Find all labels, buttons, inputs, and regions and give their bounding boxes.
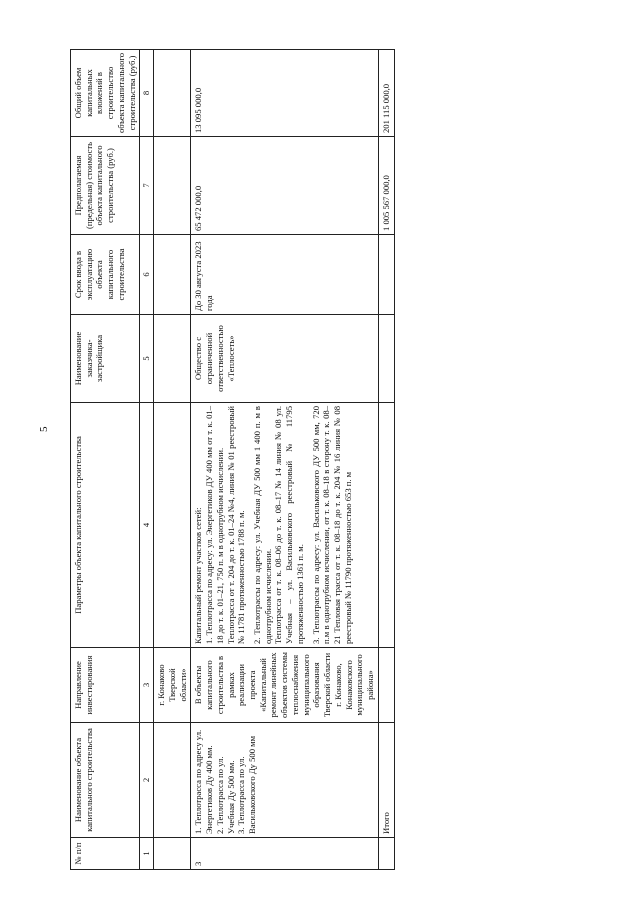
rotated-table-container — [70, 50, 575, 870]
header-cost: Предполагаемая (предельная) стоимость объекта капитального строительства (руб.) — [71, 137, 140, 235]
header-direction: Направление инвестирования — [71, 648, 140, 723]
total-row — [378, 50, 394, 870]
total-label: Итого — [378, 723, 394, 838]
header-row — [71, 50, 140, 870]
row-num: 3 — [191, 838, 378, 870]
total-cost: 1 005 567 000,0 — [378, 137, 394, 235]
location-row — [154, 50, 191, 870]
header-volume: Общий объем капитальных вложений в строительство объекта капитального строительства (руб.) — [71, 50, 140, 137]
header-deadline: Срок ввода в эксплуатацию объекта капитального строительства — [71, 235, 140, 315]
location-text: г. Конаково Тверской области» — [154, 648, 191, 723]
header-name: Наименование объекта капитального строительства — [71, 723, 140, 838]
header-customer: Наименование заказчика-застройщика — [71, 315, 140, 403]
page-number: 5 — [38, 426, 50, 432]
column-number-row — [140, 50, 154, 870]
column-number: 6 — [140, 235, 154, 315]
customer-name: Общество с ограниченной ответственностью «Теплосеть» — [191, 315, 378, 403]
object-name-cell: 1. Теплотрасса по адресу ул. Энергетиков Ду 400 мм. 2. Теплотрасса по ул. Учебная Ду 500 мм. 3. Теплотрасса по ул. Васильковского Ду 500 мм — [191, 723, 378, 838]
column-number: 7 — [140, 137, 154, 235]
deadline: До 30 августа 2023 года — [191, 235, 378, 315]
object-params-cell: Капитальный ремонт участков сетей: 1. Теплотрасса по адресу: ул. Энергетиков ДУ 400 мм от т. к. 01–18 до т. к. 01–21, 750 п. м в однотрубном исчислении. Теплотрасса от т. 204 до т. к. 01–24 №4, линия № 01 реестровый № 11781 протяженностью 1788 п. м. 2. Теплотрассы по адресу: ул. Учебная ДУ 500 мм 1 400 п. м в однотрубном исчислении. Теплотрасса от т. к. 08–06 до т. к. 08–17 № 14 линия № 08 ул. Учебная – ул. Васильковского реестровый № 11795 протяженностью 1361 п. м. 3. Теплотрассы по адресу: ул. Васильковского ДУ 500 мм, 720 п.м в однотрубном исчислении, от т. к. 08–18 в сторону т. к. 08–21 Тепловая трасса от т. к. 08–18 до т. к. 204 № 16 линия № 08 реестровый № 11790 протяженностью 653 п. м — [191, 403, 378, 648]
estimated-cost: 65 472 000,0 — [191, 137, 378, 235]
total-volume: 201 115 000,0 — [378, 50, 394, 137]
investment-volume: 13 095 000,0 — [191, 50, 378, 137]
column-number: 1 — [140, 838, 154, 870]
capital-construction-table — [70, 49, 395, 870]
investment-direction: В объекты капитального строительства в рамках реализации проекта «Капитальный ремонт линейных объектов системы теплоснабжения муниципального образования Тверской области г. Конаково, Конаковского муниципального района» — [191, 648, 378, 723]
column-number: 2 — [140, 723, 154, 838]
header-params: Параметры объекта капитального строительства — [71, 403, 140, 648]
column-number: 8 — [140, 50, 154, 137]
column-number: 5 — [140, 315, 154, 403]
column-number: 4 — [140, 403, 154, 648]
header-num: № п/п — [71, 838, 140, 870]
table-row — [191, 50, 378, 870]
column-number: 3 — [140, 648, 154, 723]
